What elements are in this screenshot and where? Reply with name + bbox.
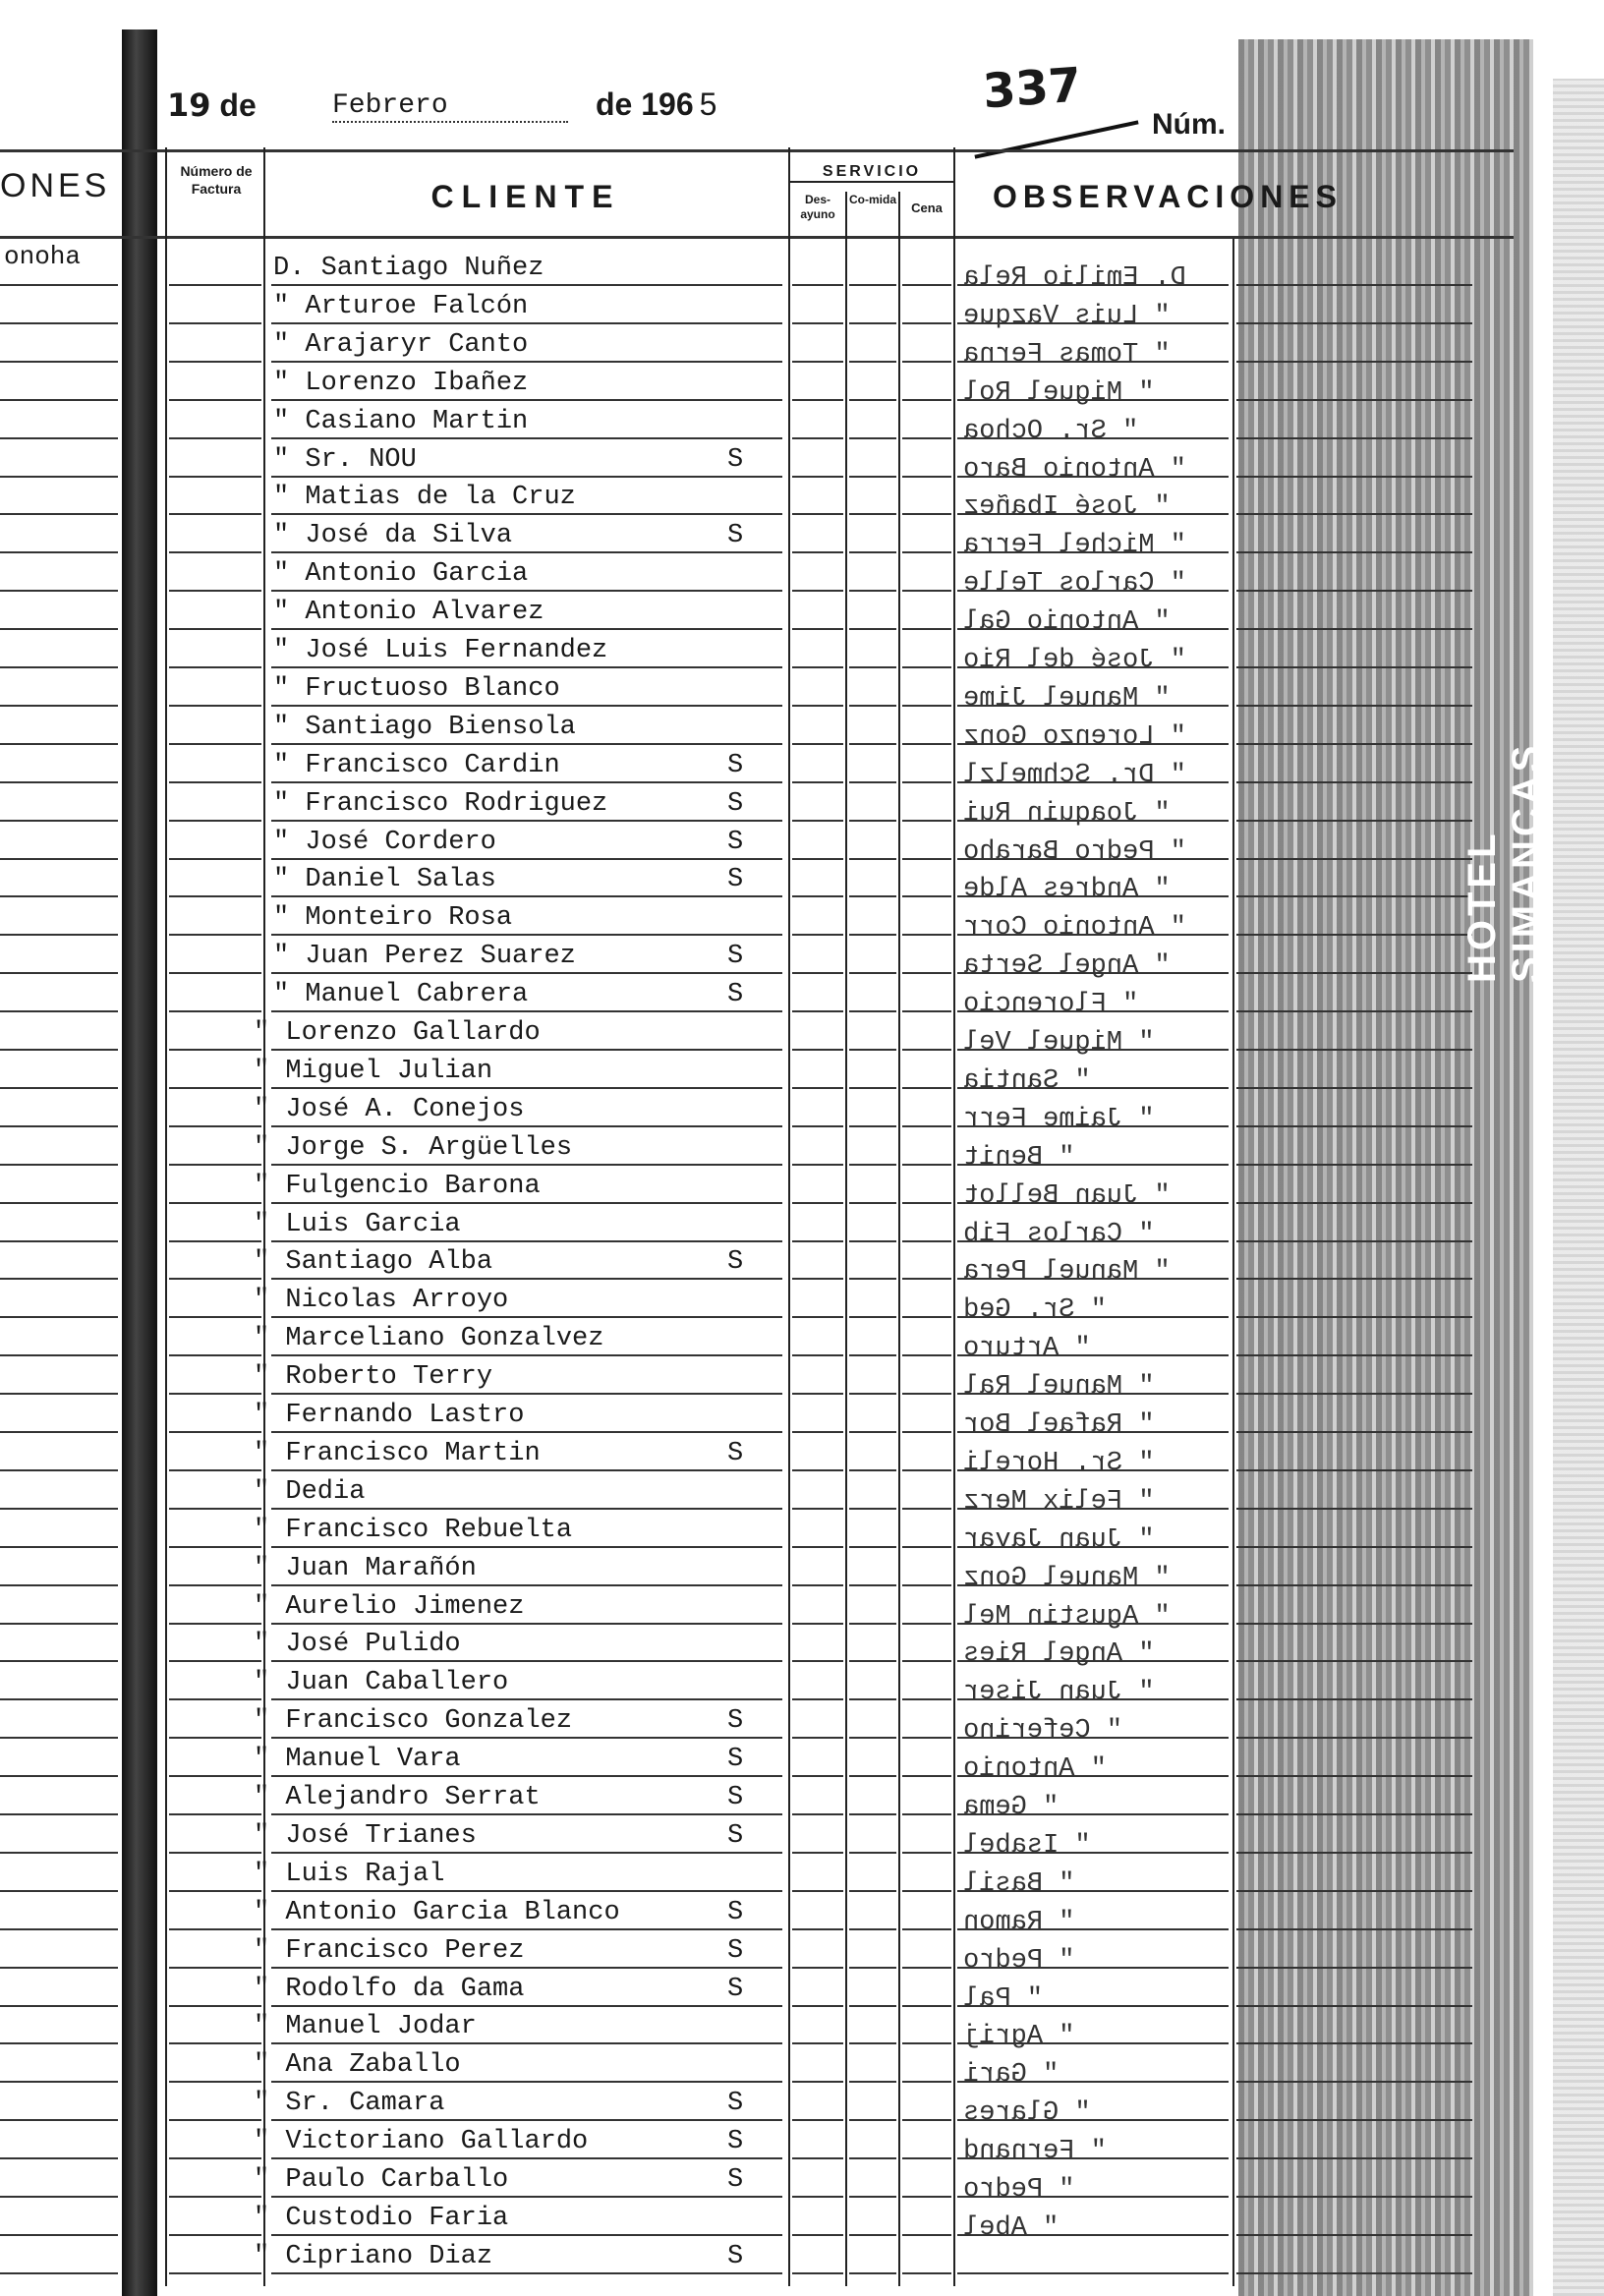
observation-entry: " Carlos Fib [963,1219,1155,1249]
client-name: " Victoriano Gallardo [254,2127,589,2157]
observation-entry: " Joaquin Rui [963,798,1171,829]
observation-entry: " Antonio Corr [963,913,1186,944]
service-mark [727,1548,767,1585]
service-mark [727,1854,767,1891]
client-name: " Santiago Alba [254,1247,493,1278]
table-row [0,2236,1604,2273]
service-mark [727,2198,767,2235]
observation-entry: " Manuel Gonz [963,1563,1171,1593]
client-name: " Santiago Biensola [273,712,576,742]
table-row [0,439,1604,477]
observation-entry: " Andres Alde [963,875,1171,905]
table-row [0,324,1604,362]
service-mark: S [727,980,744,1010]
client-name: " Arajaryr Canto [273,329,529,360]
table-row [0,1854,1604,1891]
client-name: D. Santiago Nuñez [273,254,544,283]
table-row [0,1204,1604,1241]
table-row [0,1739,1604,1776]
service-mark: S [727,444,744,475]
service-mark: S [727,2089,744,2119]
client-name: " Ana Zaballo [254,2050,461,2081]
service-mark [727,668,767,706]
row-rule [271,2272,782,2274]
date-header [167,86,257,124]
table-row [0,630,1604,667]
service-mark [727,1051,767,1088]
table-row [0,783,1604,821]
service-mark [727,2006,767,2043]
table-row [0,401,1604,438]
observation-entry: " Isabel [963,1830,1091,1861]
observation-entry: " Juan Jiser [963,1678,1155,1708]
client-name: " Francisco Rodriguez [273,788,608,819]
client-name: " Antonio Garcia Blanco [254,1897,620,1927]
table-row [0,2083,1604,2120]
client-name: " Alejandro Serrat [254,1783,541,1812]
observation-entry: " Manuel Jime [963,683,1171,714]
service-mark: S [727,1706,744,1737]
client-name: " Aurelio Jimenez [254,1591,525,1622]
service-mark: S [727,1783,744,1812]
table-row [0,668,1604,706]
client-name: " Marceliano Gonzalvez [254,1324,604,1354]
client-name: " Juan Caballero [254,1668,509,1698]
left-first-cell: onoha [4,242,82,271]
service-mark [727,1356,767,1394]
page-number-stroke [974,120,1138,158]
observation-entry: " Angel Ries [963,1639,1155,1670]
client-name: " Miguel Julian [254,1056,493,1086]
row-rule [792,2272,843,2274]
table-row [0,2121,1604,2158]
observation-entry: " Sr. Ochoa [963,416,1139,446]
table-row [0,1241,1604,1279]
desayuno-header: Des-ayuno [800,193,835,221]
left-partial-header: ONES [0,167,111,204]
service-mark [727,2044,767,2082]
row-rule [0,2272,118,2274]
client-name: " Cipriano Diaz [254,2241,493,2271]
observation-entry: " Antonio Baro [963,454,1186,485]
client-name: " Manuel Vara [254,1745,461,1775]
service-mark: S [727,750,744,780]
client-name: " Roberto Terry [254,1362,493,1393]
service-mark [727,324,767,362]
service-mark [727,1395,767,1432]
observation-entry: " Manuel Ral [963,1372,1155,1403]
table-row [0,1969,1604,2006]
service-mark [727,707,767,744]
observation-entry: " Gari [963,2060,1060,2091]
observation-entry: " Miguel Rol [963,377,1155,408]
table-row [0,1700,1604,1738]
factura-header: Número de Factura [180,163,253,197]
client-name: " José Cordero [273,827,496,857]
month-value: Febrero [332,90,568,123]
cena-header: Cena [911,201,943,215]
service-mark [727,1089,767,1126]
client-name: " Lorenzo Gallardo [254,1018,541,1048]
service-mark: S [727,1974,744,2004]
service-mark [727,477,767,514]
servicio-header: SERVICIO [790,163,953,183]
observation-entry: " José del Rio [963,646,1186,675]
table-row [0,1051,1604,1088]
client-name: " José A. Conejos [254,1094,525,1124]
service-mark: S [727,942,744,972]
observation-entry: " Pedro [963,1945,1075,1976]
row-rule [957,2272,1229,2274]
client-name: " Manuel Cabrera [273,980,529,1010]
observation-entry: " Manuel Pera [963,1257,1171,1288]
table-row [0,1548,1604,1585]
client-name: " Sr. NOU [273,444,417,475]
year-label [596,86,716,123]
observation-entry: " Michel Ferra [963,531,1186,561]
observation-entry: " Florencio [963,990,1139,1020]
service-mark [727,553,767,591]
observation-entry: " Miguel Vel [963,1028,1155,1058]
observation-entry: " Sr. Horeli [963,1448,1155,1478]
service-mark [727,630,767,667]
observation-entry: " Felix Merz [963,1486,1155,1517]
service-mark: S [727,788,744,819]
observation-entry: " Benit [963,1142,1075,1173]
client-name: " Jorge S. Argüelles [254,1132,573,1163]
observation-entry: " Pal [963,1983,1044,2014]
service-mark [727,1127,767,1165]
table-row [0,1930,1604,1968]
table-row [0,897,1604,935]
table-row [0,1395,1604,1432]
client-name: " Custodio Faria [254,2203,509,2233]
client-name: " José Luis Fernandez [273,636,608,665]
client-name: " Francisco Martin [254,1438,541,1468]
service-mark [727,1318,767,1355]
service-mark [727,1586,767,1624]
client-name: " Nicolas Arroyo [254,1286,509,1316]
observation-entry: " Angel Serta [963,951,1171,982]
service-mark: S [727,865,744,895]
table-row [0,1318,1604,1355]
service-mark [727,1166,767,1203]
table-row [0,1166,1604,1203]
client-name: " Monteiro Rosa [273,903,513,934]
table-row [0,1624,1604,1661]
de-label-1: de [219,87,257,123]
service-mark: S [727,2241,744,2271]
client-name: " Fulgencio Barona [254,1171,541,1201]
client-name: " Paulo Carballo [254,2165,509,2195]
observation-entry: " José Ibañez [963,492,1171,523]
client-name: " Francisco Gonzalez [254,1706,573,1737]
header-rule [0,149,1514,152]
table-row [0,2159,1604,2197]
observation-entry: " Luis Vazque [963,301,1171,331]
client-name: " Francisco Perez [254,1935,525,1966]
client-name: " José da Silva [273,521,513,551]
service-mark [727,1662,767,1699]
table-row [0,1356,1604,1394]
client-name: " Luis Rajal [254,1859,445,1889]
service-mark: S [727,1745,744,1775]
service-mark: S [727,1247,744,1278]
table-row [0,1280,1604,1317]
service-mark: S [727,1897,744,1927]
client-name: " Daniel Salas [273,865,496,895]
table-row [0,707,1604,744]
observation-entry: " Jaime Ferr [963,1104,1155,1134]
table-row [0,592,1604,629]
table-row [0,1586,1604,1624]
client-name: " Rodolfo da Gama [254,1974,525,2004]
table-row [0,286,1604,323]
observation-entry: " Ramon [963,1907,1075,1937]
observation-entry: " Pedro Baraho [963,836,1186,867]
service-mark: S [727,827,744,857]
client-name: " Matias de la Cruz [273,483,576,513]
observation-entry: " Pedro [963,2175,1075,2205]
table-row [0,1089,1604,1126]
client-name: " José Pulido [254,1630,461,1660]
service-mark [727,592,767,629]
service-mark [727,363,767,400]
observation-entry: " Tomas Ferna [963,339,1171,370]
observation-entry: D. Emilio Rela [963,263,1186,293]
table-row [0,1471,1604,1509]
row-rule [902,2272,951,2274]
observation-entry: " Carlos Telle [963,569,1186,600]
service-mark [727,1280,767,1317]
table-row [0,974,1604,1011]
table-row [0,553,1604,591]
client-name: " Juan Marañón [254,1553,477,1583]
service-mark: S [727,2165,744,2195]
client-name: " Francisco Cardin [273,750,560,780]
table-row [0,936,1604,973]
service-mark: S [727,1935,744,1966]
observation-entry: " Gema [963,1793,1060,1822]
service-mark [727,1510,767,1547]
client-name: " Fernando Lastro [254,1401,525,1430]
observation-entry: " Dr. Schmelzl [963,760,1186,790]
client-name: " Luis Garcia [254,1209,461,1239]
table-row [0,1815,1604,1853]
table-row [0,822,1604,859]
client-name: " Casiano Martin [273,406,529,436]
observation-entry: " Basil [963,1868,1075,1899]
observaciones-header: OBSERVACIONES [993,179,1343,214]
service-mark [727,401,767,438]
year-suffix: 5 [699,86,717,122]
row-rule [849,2272,896,2274]
table-row [0,363,1604,400]
service-mark [727,897,767,935]
service-mark: S [727,1438,744,1468]
page-number: 337 [981,57,1084,120]
client-name: " Dedia [254,1476,366,1507]
client-name: " Manuel Jodar [254,2012,477,2042]
table-row [0,2198,1604,2235]
client-name: " Fructuoso Blanco [273,673,560,704]
table-row [0,477,1604,514]
client-name: " Sr. Camara [254,2089,445,2119]
table-row [0,1127,1604,1165]
de-label-2: de 196 [596,86,694,122]
side-stamp: HOTEL SIMANCAS [1461,741,1548,983]
table-row [0,2044,1604,2082]
observation-entry: " Arturo [963,1334,1091,1364]
table-row [0,1777,1604,1814]
service-mark: S [727,2127,744,2157]
service-mark [727,286,767,323]
table-row [0,1892,1604,1929]
service-mark [727,1204,767,1241]
observation-entry: " Antonio [963,1754,1107,1785]
table-row [0,745,1604,782]
observation-entry: " Antonio Gal [963,607,1171,638]
observation-entry: " Agustin Mel [963,1601,1171,1632]
service-mark [727,1012,767,1050]
client-name: " Antonio Garcia [273,559,529,590]
observation-entry: " Agrij [963,2022,1075,2052]
observation-entry: " Juan Javar [963,1524,1155,1555]
observation-entry: " Abel [963,2212,1060,2243]
comida-header: Co-mida [849,193,896,206]
service-mark: S [727,1820,744,1851]
row-rule [1236,2272,1472,2274]
table-row [0,1662,1604,1699]
client-name: " Arturoe Falcón [273,291,529,321]
subheader-rule [0,236,1514,239]
service-mark [727,1624,767,1661]
observation-entry: " Rafael Bor [963,1410,1155,1440]
day-value: 19 [167,86,211,124]
service-mark [727,248,767,285]
client-name: " Lorenzo Ibañez [273,368,529,398]
table-row [0,1510,1604,1547]
cliente-header: CLIENTE [430,179,621,214]
num-label: Núm. [1152,108,1226,141]
observation-entry: " Fernand [963,2137,1107,2167]
client-name: " Juan Perez Suarez [273,942,576,972]
observation-entry: " Ceferino [963,1716,1123,1747]
observation-entry: " Glares [963,2098,1091,2129]
table-row [0,248,1604,285]
table-row [0,515,1604,552]
client-name: " José Trianes [254,1820,477,1851]
table-row [0,1433,1604,1470]
client-name: " Antonio Alvarez [273,598,544,628]
observation-entry: " Santia [963,1065,1091,1096]
client-name: " Francisco Rebuelta [254,1515,573,1545]
observation-entry: " Sr. Ged [963,1295,1107,1326]
service-mark: S [727,521,744,551]
table-row [0,2006,1604,2043]
observation-entry: " Lorenzo Gonz [963,721,1186,752]
row-rule [169,2272,261,2274]
table-row [0,859,1604,896]
table-row [0,1012,1604,1050]
service-mark [727,1471,767,1509]
observation-entry: " Juan Bellot [963,1180,1171,1211]
